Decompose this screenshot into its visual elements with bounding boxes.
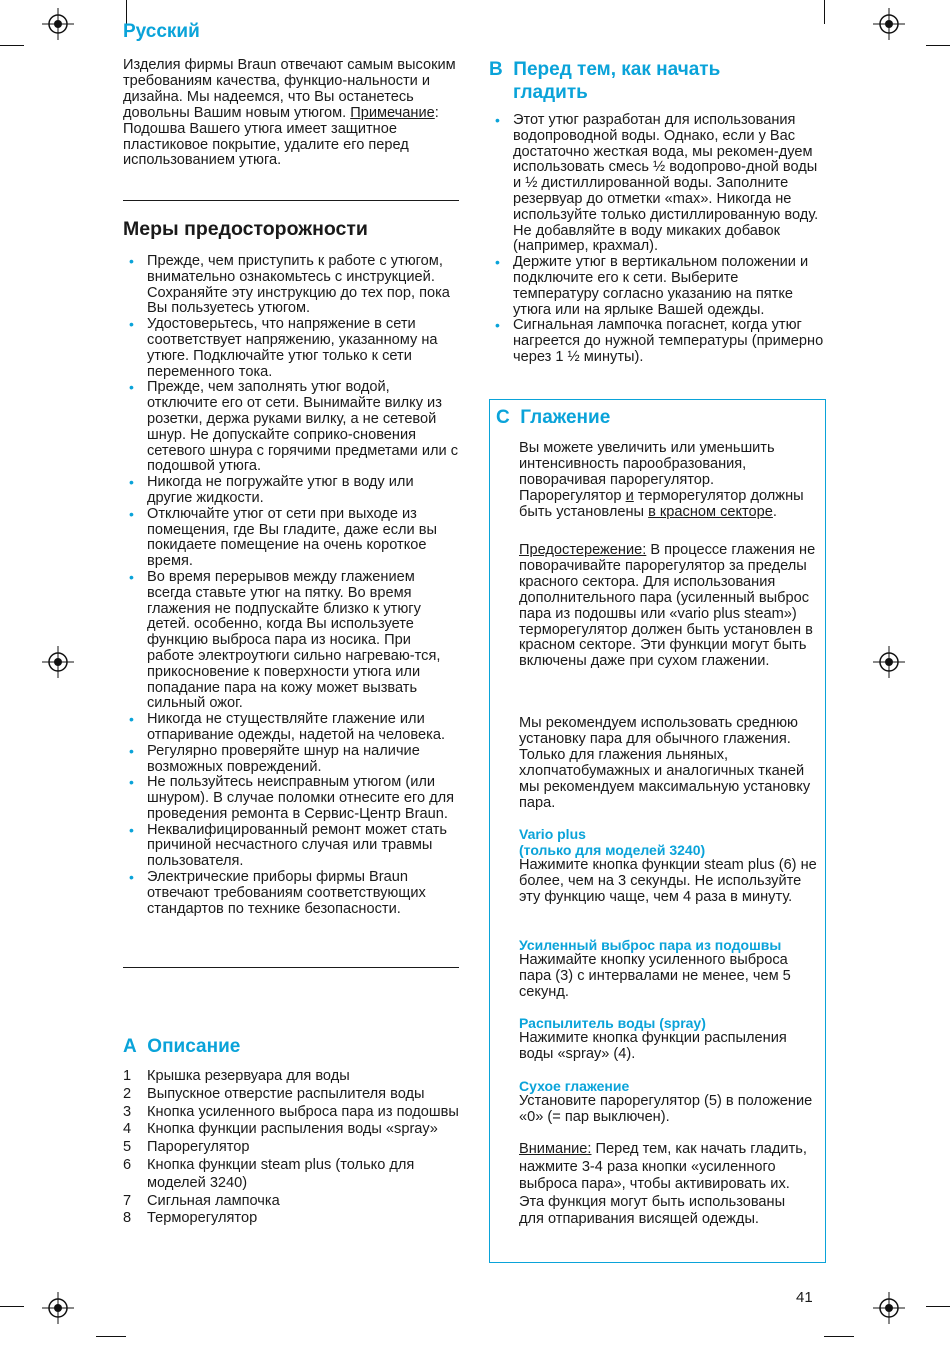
precautions-list [123,254,461,917]
dry-title: Сухое глажение [519,1078,630,1094]
list-item: • Электрические приборы фирмы Braun отвечают требованиям соответствующих стандартов по технике безопасности. [129,869,426,917]
spray-text: Нажимите кнопка функции распыления воды «spray» (4). [519,1030,787,1062]
list-item: 5 Парорегулятор [123,1139,250,1156]
registration-mark-icon [873,8,905,40]
bullet-icon: • [129,316,134,333]
description-heading [123,1036,461,1058]
bullet-icon: • [129,742,134,759]
section-letter: C [496,407,510,428]
list-item: 6 Кнопка функции steam plus (только для моделей 3240) [123,1156,415,1191]
intro-paragraph [123,58,461,169]
bullet-icon: • [129,711,134,728]
crop-mark [0,1306,24,1307]
divider [123,200,459,201]
warning-paragraph: Предостережение: В процессе глажения не поворачивайте парорегулятор за пределы красного сектора. Для использования дополнительного пара (усиленный выброс пара из подошвы или «vario plus steam») терморегулятор должен быть установлен в красном секторе. Эти функции могут быть включены даже при сухом глажении. [519,542,816,670]
bullet-icon: • [129,379,134,396]
bullet-icon: • [495,254,500,271]
list-item: • Регулярно проверяйте шнур на наличие возможных повреждений. [129,742,420,775]
vario-title-line-2: (только для моделей 3240) [519,842,706,858]
intro-note-label: Примечание [350,104,435,121]
attention-paragraph: Внимание: Перед тем, как начать гладить, нажмите 3-4 раза кнопки «усиленного выброса пара», чтобы активировать их. Эта функция могут быть использованы для отпаривания висящей одежды. [519,1141,807,1228]
before-heading [489,58,827,104]
registration-mark-icon [873,646,905,678]
list-item: • Прежде, чем приступить к работе с утюгом, внимательно ознакомьтесь с инструкцией. Сохраняйте эту инструкцию до тех пор, пока Вы пользуетесь утюгом. [129,253,450,317]
ironing-heading [496,407,610,429]
list-item: • Удостоверьтесь, что напряжение в сети соответствует напряжению, указанному на утюге. Подключайте утюг только к сети переменного тока. [129,316,438,380]
bullet-icon: • [129,821,134,838]
crop-mark [824,1336,854,1337]
dry-text: Установите парорегулятор (5) в положение «0» (= пар выключен). [519,1093,813,1125]
list-item: • Этот утюг разработан для использования водопроводной воды. Однако, если у Вас достаточно жесткая вода, мы рекомен-дуем использовать смесь ½ водопрово-дной воды и ½ дистиллированной воды. Заполните резервуар до отметки «max». Никогда не используйте только дистиллированную воду. Не добавляйте в воду микаких добавок (например, крахмал). [495,112,819,255]
intro-note-text: : Подошва Вашего утюга имеет защитное пластиковое покрытие, удалите его перед использованием утюга. [123,104,439,169]
list-item: • Никогда не погружайте утюг в воду или другие жидкости. [129,474,414,506]
list-item: 3 Кнопка усиленного выброса пара из подошвы [123,1103,459,1120]
intro-text: Изделия фирмы Braun отвечают самым высоким требованиям качества, функцио-нальности и дизайна. Мы надеемся, что Вы останетесь довольны Вашим новым утюгом. [123,57,456,121]
recommend-paragraph: Мы рекомендуем использовать среднюю установку пара для обычного глажения. Только для глажения льняных, хлопчатобумажных и аналогичных тканей мы рекомендуем максимальную установку пара. [519,715,811,811]
list-item: 7 Сигльная лампочка [123,1192,280,1209]
page-number: 41 [796,1289,813,1306]
bullet-icon: • [129,568,134,585]
shot-text: Нажимайте кнопку усиленного выброса пара (3) с интервалами не менее, чем 5 секунд. [519,952,791,1000]
bullet-icon: • [495,112,500,128]
shot-block [519,937,819,1001]
ironing-paragraph: Вы можете увеличить или уменьшить интенсивность парообразования, поворачивая парорегулятор. Парорегулятор и терморегулятор должны быть установлены в красном секторе. [519,440,804,520]
registration-mark-icon [42,1292,74,1324]
bullet-icon: • [129,253,134,269]
precautions-title: Меры предосторожности [123,218,368,240]
bullet-icon: • [495,317,500,334]
shot-title: Усиленный выброс пара из подошвы [519,937,782,953]
crop-mark [824,0,825,24]
list-item: 1 Крышка резервуара для воды [123,1068,350,1084]
bullet-icon: • [129,505,134,522]
section-letter: B [489,59,503,80]
list-item: • Никогда не стуществляйте глажение или отпаривание одежды, надетой на человека. [129,711,446,743]
crop-mark [926,45,950,46]
list-item: • Не пользуйтесь неисправным утюгом (или шнуром). В случае поломки отнесите его для проведения ремонта в Сервис-Центр Braun. [129,774,455,822]
description-title: Описание [147,1036,241,1057]
list-item: • Прежде, чем заполнять утюг водой, отключите его от сети. Вынимайте вилку из розетки, держа руками вилку, а не сетевой шнур. Не допускайте соприко-сновения сетевого шнура с горячими предметами или с подошвой утюга. [129,379,458,475]
ironing-title: Глажение [520,407,611,428]
registration-mark-icon [873,1292,905,1324]
spray-block [519,1015,819,1063]
crop-mark [96,1336,126,1337]
section-letter: A [123,1036,137,1057]
list-item: • Держите утюг в вертикальном положении и подключите его к сети. Выберите температуру согласно указанию на пятке утюга или на ярлыке Вашей одежды. [495,254,809,318]
list-item: • Сигнальная лампочка погаснет, когда утюг нагреется до нужной температуры (примерно через 1 ½ минуты). [495,317,824,365]
dry-block [519,1078,819,1126]
vario-text: Нажимите кнопка функции steam plus (6) не более, чем на 3 секунды. Не используйте эту функцию чаще, чем 4 раза в минуту. [519,857,817,905]
language-title: Русский [123,21,200,42]
list-item: • Во время перерывов между глажением всегда ставьте утюг на пятку. Во время глажения не подпускайте близко к утюгу детей. особенно, когда Вы используете функцию выброса пара из носика. При работе электроутюги сильно нагреваю-тся, прикосновение к поверхности утюга или попадание пара на кожу может вызвать сильный ожог. [129,568,441,712]
before-list [489,113,827,366]
bullet-icon: • [129,474,134,491]
crop-mark [0,45,24,46]
registration-mark-icon [42,8,74,40]
list-item: • Отключайте утюг от сети при выходе из помещения, где Вы гладите, даже если вы покидаете помещение на очень короткое время. [129,505,437,570]
vario-title-line-1: Vario plus [519,826,586,842]
vario-block [519,826,819,906]
before-title-line-2: гладить [513,82,588,103]
attention-label: Внимание: [519,1141,592,1157]
list-item: 4 Кнопка функции распыления воды «spray» [123,1121,438,1138]
list-item: • Неквалифицированный ремонт может стать причиной несчастного случая или травмы пользователя. [129,821,448,870]
warning-label: Предостережение: [519,542,647,558]
divider [123,967,459,968]
crop-mark [926,1306,950,1307]
spray-title: Распылитель воды (spray) [519,1015,706,1031]
before-title-line-1: Перед тем, как начать [513,59,721,80]
bullet-icon: • [129,774,134,791]
registration-mark-icon [42,646,74,678]
parts-list [123,1068,461,1228]
bullet-icon: • [129,869,134,886]
list-item: 2 Выпускное отверстие распылителя воды [123,1085,425,1102]
list-item: 8 Терморегулятор [123,1210,258,1227]
